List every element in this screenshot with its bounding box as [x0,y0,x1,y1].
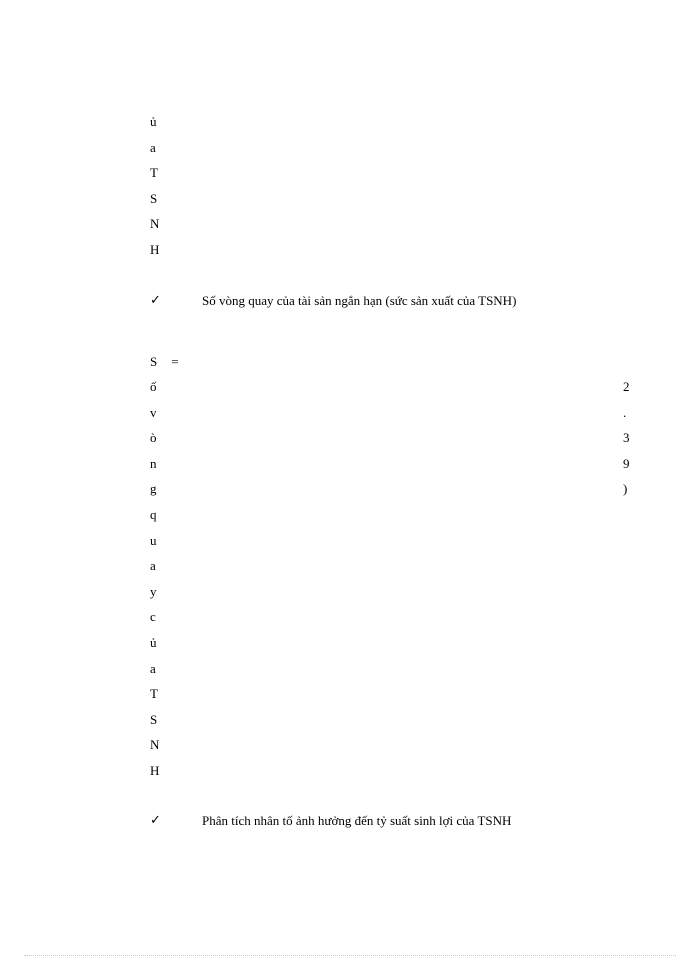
char: c [150,609,156,625]
bullet-item-factor-analysis [150,811,511,831]
equation-number [623,374,630,502]
char: T [150,686,158,702]
char: a [150,558,156,574]
vertical-text-top [150,109,159,263]
formula-lhs-row [150,349,179,375]
page-bottom-divider [24,955,676,956]
formula-first-letter: S [150,354,158,369]
char: T [150,165,158,181]
char: a [150,139,156,155]
char: N [150,216,160,232]
check-icon: ✓ [150,293,161,308]
char: y [150,583,157,599]
char: ủ [150,114,157,129]
char: S [150,711,158,727]
vertical-text-formula [150,374,159,784]
char: n [150,455,157,471]
char: g [150,481,157,497]
char: u [150,532,157,548]
char: q [150,506,157,522]
char: 9 [623,455,630,471]
char: ) [623,481,628,497]
char: S [150,190,158,206]
char: ò [150,430,157,446]
char: v [150,404,157,420]
bullet-item-turnover [150,291,516,311]
char: N [150,737,160,753]
char: 3 [623,430,630,446]
char: H [150,762,160,778]
char: . [623,404,627,420]
equals-sign: = [171,354,179,369]
check-icon: ✓ [150,813,161,828]
char: ủ [150,634,157,650]
char: ố [150,379,157,394]
char: 2 [623,379,630,394]
char: H [150,241,160,257]
bullet-text: Số vòng quay của tài sản ngắn hạn (sức sản xuất của TSNH) [202,293,517,308]
bullet-text: Phân tích nhân tố ảnh hưởng đến tỷ suất sinh lợi của TSNH [202,813,512,828]
char: a [150,660,156,676]
